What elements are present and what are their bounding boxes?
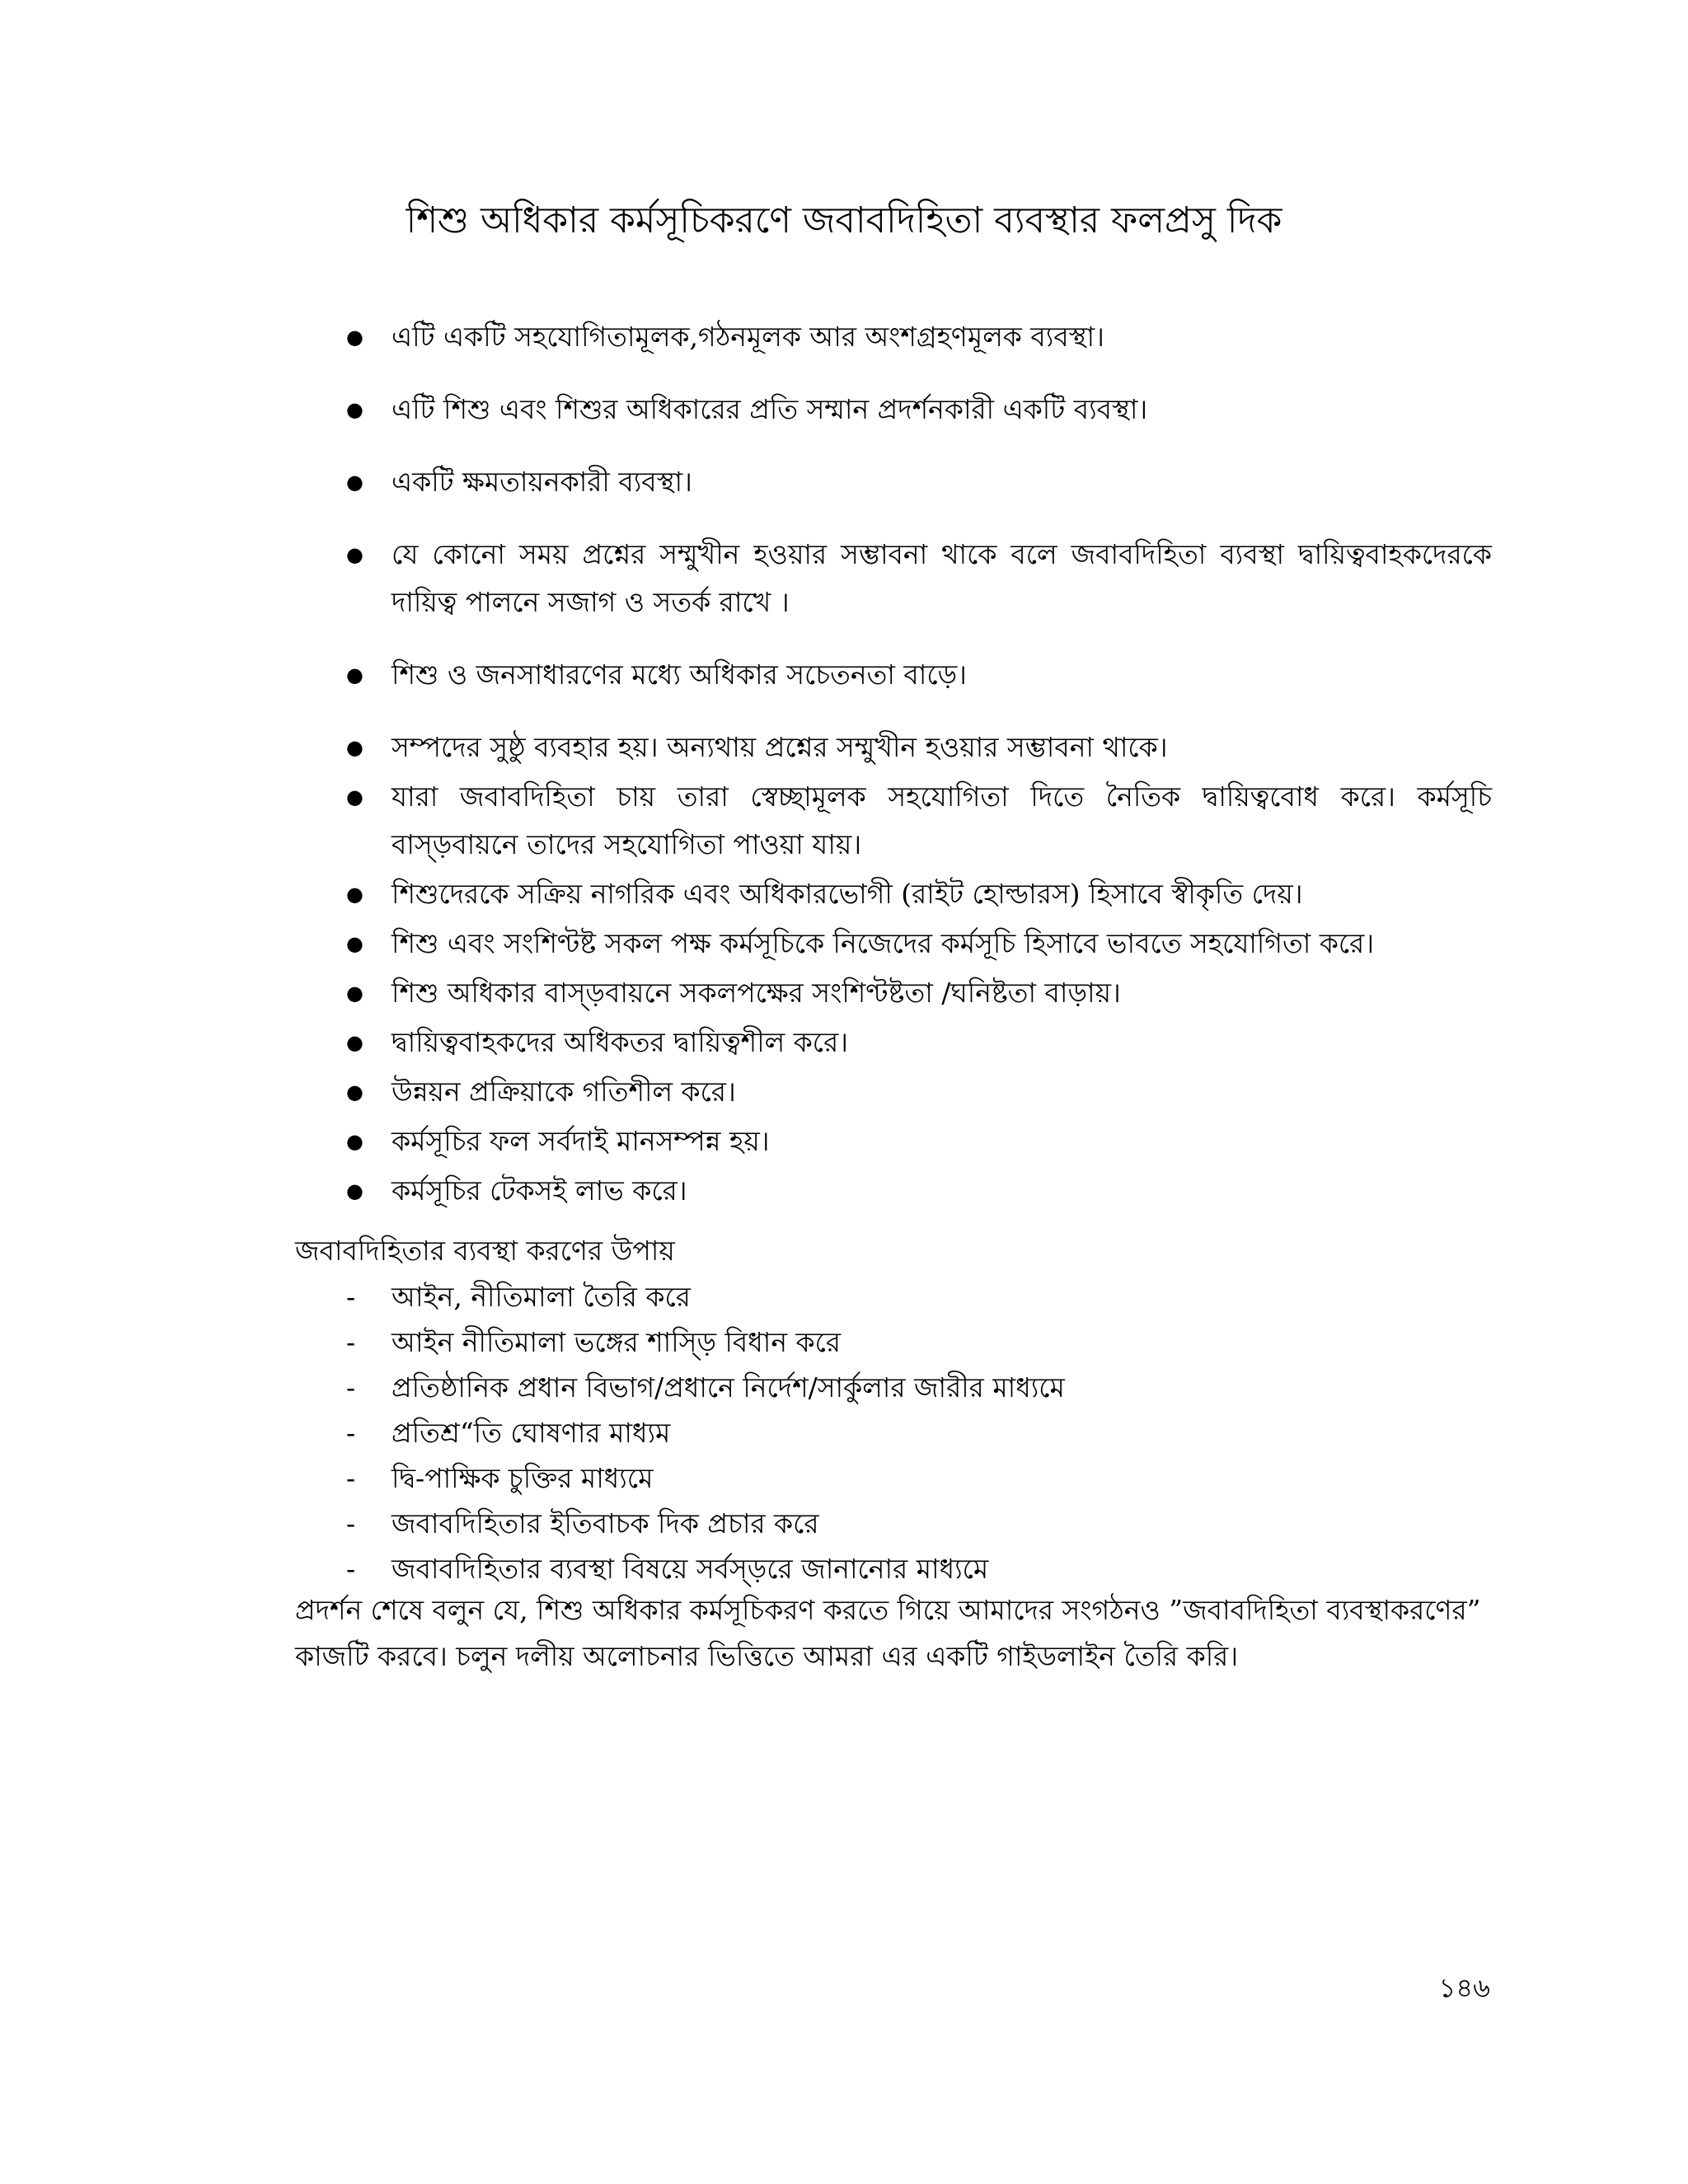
benefit-item: ● সম্পদের সুষ্ঠু ব্যবহার হয়। অন্যথায় প্রশ্নের সম্মুখীন হওয়ার সম্ভাবনা থাকে। <box>346 724 1492 771</box>
benefit-item: ● কর্মসূচির টেকসই লাভ করে। <box>346 1167 1492 1215</box>
benefit-item: ● যে কোনো সময় প্রশ্নের সম্মুখীন হওয়ার সম্ভাবনা থাকে বলে জবাবদিহিতা ব্যবস্থা দ্বায়িত্ববাহকদেরকে দায়িত্ব পালনে সজাগ ও সতর্ক রাখে । <box>346 531 1492 626</box>
method-item: - দ্বি-পাক্ষিক চুক্তির মাধ্যমে <box>346 1455 1492 1501</box>
method-item: - আইন, নীতিমালা তৈরি করে <box>346 1274 1492 1319</box>
benefits-list <box>346 313 1492 1216</box>
method-item: - জবাবদিহিতার ইতিবাচক দিক প্রচার করে <box>346 1501 1492 1546</box>
page-number: ১৪৬ <box>1438 1972 1490 2004</box>
benefit-item: ● যারা জবাবদিহিতা চায় তারা স্বেচ্ছামূলক সহযোগিতা দিতে নৈতিক দ্বায়িত্ববোধ করে। কর্মসূচি বাস্ড়বায়নে তাদের সহযোগিতা পাওয়া যায়। <box>346 773 1492 869</box>
benefit-item: ● শিশু অধিকার বাস্ড়বায়নে সকলপক্ষের সংশিণ্টষ্টতা /ঘনিষ্টতা বাড়ায়। <box>346 969 1492 1017</box>
benefit-item: ● শিশু এবং সংশিণ্টষ্ট সকল পক্ষ কর্মসূচিকে নিজেদের কর্মসূচি হিসাবে ভাবতে সহযোগিতা করে। <box>346 920 1492 968</box>
methods-heading: জবাবদিহিতার ব্যবস্থা করণের উপায় <box>295 1235 675 1267</box>
methods-list <box>346 1274 1492 1591</box>
benefit-item: ● একটি ক্ষমতায়নকারী ব্যবস্থা। <box>346 458 1492 506</box>
benefit-item: ● এটি শিশু এবং শিশুর অধিকারের প্রতি সম্মান প্রদর্শনকারী একটি ব্যবস্থা। <box>346 386 1492 434</box>
method-item: - জবাবদিহিতার ব্যবস্থা বিষয়ে সর্বস্ড়রে জানানোর মাধ্যমে <box>346 1546 1492 1591</box>
benefit-item: ● উন্নয়ন প্রক্রিয়াকে গতিশীল করে। <box>346 1068 1492 1116</box>
benefit-item: ● কর্মসূচির ফল সর্বদাই মানসম্পন্ন হয়। <box>346 1118 1492 1165</box>
page-title: শিশু অধিকার কর্মসূচিকরণে জবাবদিহিতা ব্যবস্থার ফলপ্রসু দিক <box>406 199 1282 241</box>
closing-paragraph: প্রদর্শন শেষে বলুন যে, শিশু অধিকার কর্মসূচিকরণ করতে গিয়ে আমাদের সংগঠনও ”জবাবদিহিতা ব্যবস্থাকরণের” কাজটি করবে। চলুন দলীয় অলোচনার ভিত্তিতে আমরা এর একটি গাইডলাইন তৈরি করি। <box>295 1594 1481 1672</box>
benefit-item: ● এটি একটি সহযোগিতামূলক,গঠনমূলক আর অংশগ্রহণমূলক ব্যবস্থা। <box>346 313 1492 361</box>
benefit-item: ● শিশু ও জনসাধারণের মধ্যে অধিকার সচেতনতা বাড়ে। <box>346 651 1492 699</box>
method-item: - প্রতিষ্ঠানিক প্রধান বিভাগ/প্রধানে নির্দেশ/সার্কুলার জারীর মাধ্যমে <box>346 1365 1492 1410</box>
benefit-item: ● দ্বায়িত্ববাহকদের অধিকতর দ্বায়িত্বশীল করে। <box>346 1019 1492 1066</box>
method-item: - প্রতিশ্র“তি ঘোষণার মাধ্যম <box>346 1410 1492 1455</box>
benefit-item: ● শিশুদেরকে সক্রিয় নাগরিক এবং অধিকারভোগী (রাইট হোল্ডারস) হিসাবে স্বীকৃতি দেয়। <box>346 870 1492 918</box>
method-item: - আইন নীতিমালা ভঙ্গের শাস্ড়ি বিধান করে <box>346 1319 1492 1365</box>
